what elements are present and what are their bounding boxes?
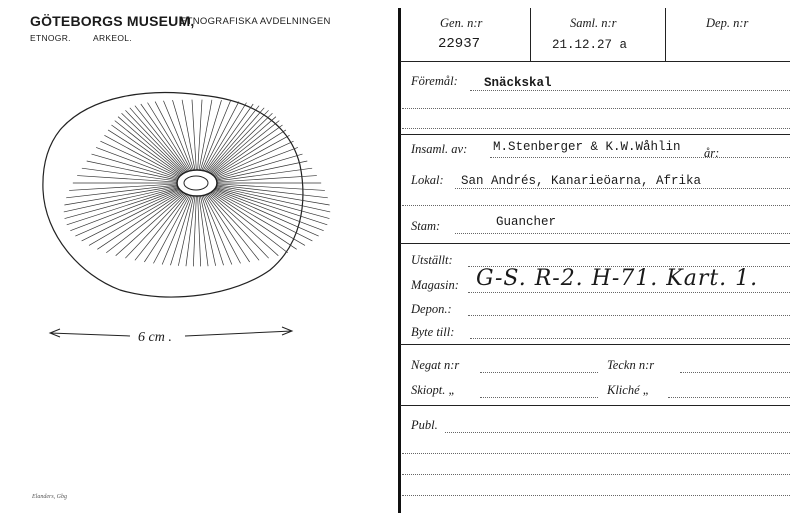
insaml-label: Insaml. av: [411, 142, 468, 156]
saml-label: Saml. n:r [570, 16, 617, 30]
stam-value: Guancher [496, 215, 557, 229]
section-etnogr: ETNOGR. [30, 33, 71, 43]
byte-label: Byte till: [411, 325, 455, 339]
rule-3 [400, 344, 790, 345]
museum-name: GÖTEBORGS MUSEUM, [30, 13, 195, 29]
foremal-value: Snäckskal [484, 76, 552, 90]
shell-rib [210, 191, 297, 249]
shell-rib [200, 195, 216, 266]
shell-rib [64, 186, 180, 212]
rule-2 [400, 243, 790, 244]
shell-illustration [43, 93, 330, 297]
shell-rib [67, 188, 181, 225]
foremal-label: Föremål: [411, 74, 458, 88]
shell-rib [77, 176, 179, 183]
shell-rib [162, 194, 191, 264]
header-sep-1 [530, 8, 531, 61]
shell-rib [141, 104, 189, 172]
depon-label: Depon.: [411, 302, 452, 316]
insaml-value: M.Stenberger & K.W.Wåhlin [493, 140, 681, 154]
lokal-value: San Andrés, Kanarieöarna, Afrika [461, 174, 702, 188]
shell-rib [122, 113, 185, 174]
publ-label: Publ. [411, 418, 438, 432]
gen-value: 22937 [438, 36, 481, 52]
shell-rib [69, 184, 179, 191]
shell-rib [192, 100, 196, 171]
ar-label: år: [704, 146, 720, 160]
header-sep-2 [665, 8, 666, 61]
shell-rib [198, 100, 202, 171]
negat-label: Negat n:r [411, 358, 460, 372]
rule-4 [400, 405, 790, 406]
header-rule [400, 61, 790, 62]
scale-label: 6 cm . [138, 330, 172, 345]
magasin-value: G-S. R-2. H-71. Kart. 1. [476, 266, 759, 291]
printer-mark: Elanders, Gbg [32, 494, 67, 500]
magasin-label: Magasin: [411, 278, 459, 292]
shell-rib [206, 106, 259, 173]
department-name: ETNOGRAFISKA AVDELNINGEN [180, 16, 331, 27]
shell-rib [203, 102, 239, 172]
shell-rib [215, 185, 330, 204]
shell-rib [64, 185, 179, 204]
card-divider [398, 8, 401, 513]
shell-rib [209, 113, 272, 174]
gen-label: Gen. n:r [440, 16, 483, 30]
shell-rib [213, 188, 327, 225]
shell-rib [135, 106, 188, 173]
section-arkeol: ARKEOL. [93, 33, 132, 43]
rule-1 [400, 134, 790, 135]
shell-rib [97, 191, 184, 249]
stam-label: Stam: [411, 219, 441, 233]
shell-rib [205, 104, 253, 172]
saml-value: 21.12.27 a [552, 38, 628, 52]
shell-rib [203, 194, 232, 264]
skiopt-label: Skiopt. „ [411, 383, 456, 397]
kliche-label: Kliché „ [607, 383, 650, 397]
shell-rib [212, 190, 313, 241]
utstallt-label: Utställt: [411, 253, 453, 267]
dep-label: Dep. n:r [706, 16, 749, 30]
lokal-label: Lokal: [411, 173, 444, 187]
shell-rib [215, 184, 325, 191]
shell-rib [155, 102, 191, 172]
shell-rib [82, 190, 183, 241]
shell-rib [178, 195, 194, 266]
shell-rib [199, 100, 212, 171]
shell-rib [214, 186, 330, 212]
teckn-label: Teckn n:r [607, 358, 655, 372]
shell-rib [182, 100, 195, 171]
